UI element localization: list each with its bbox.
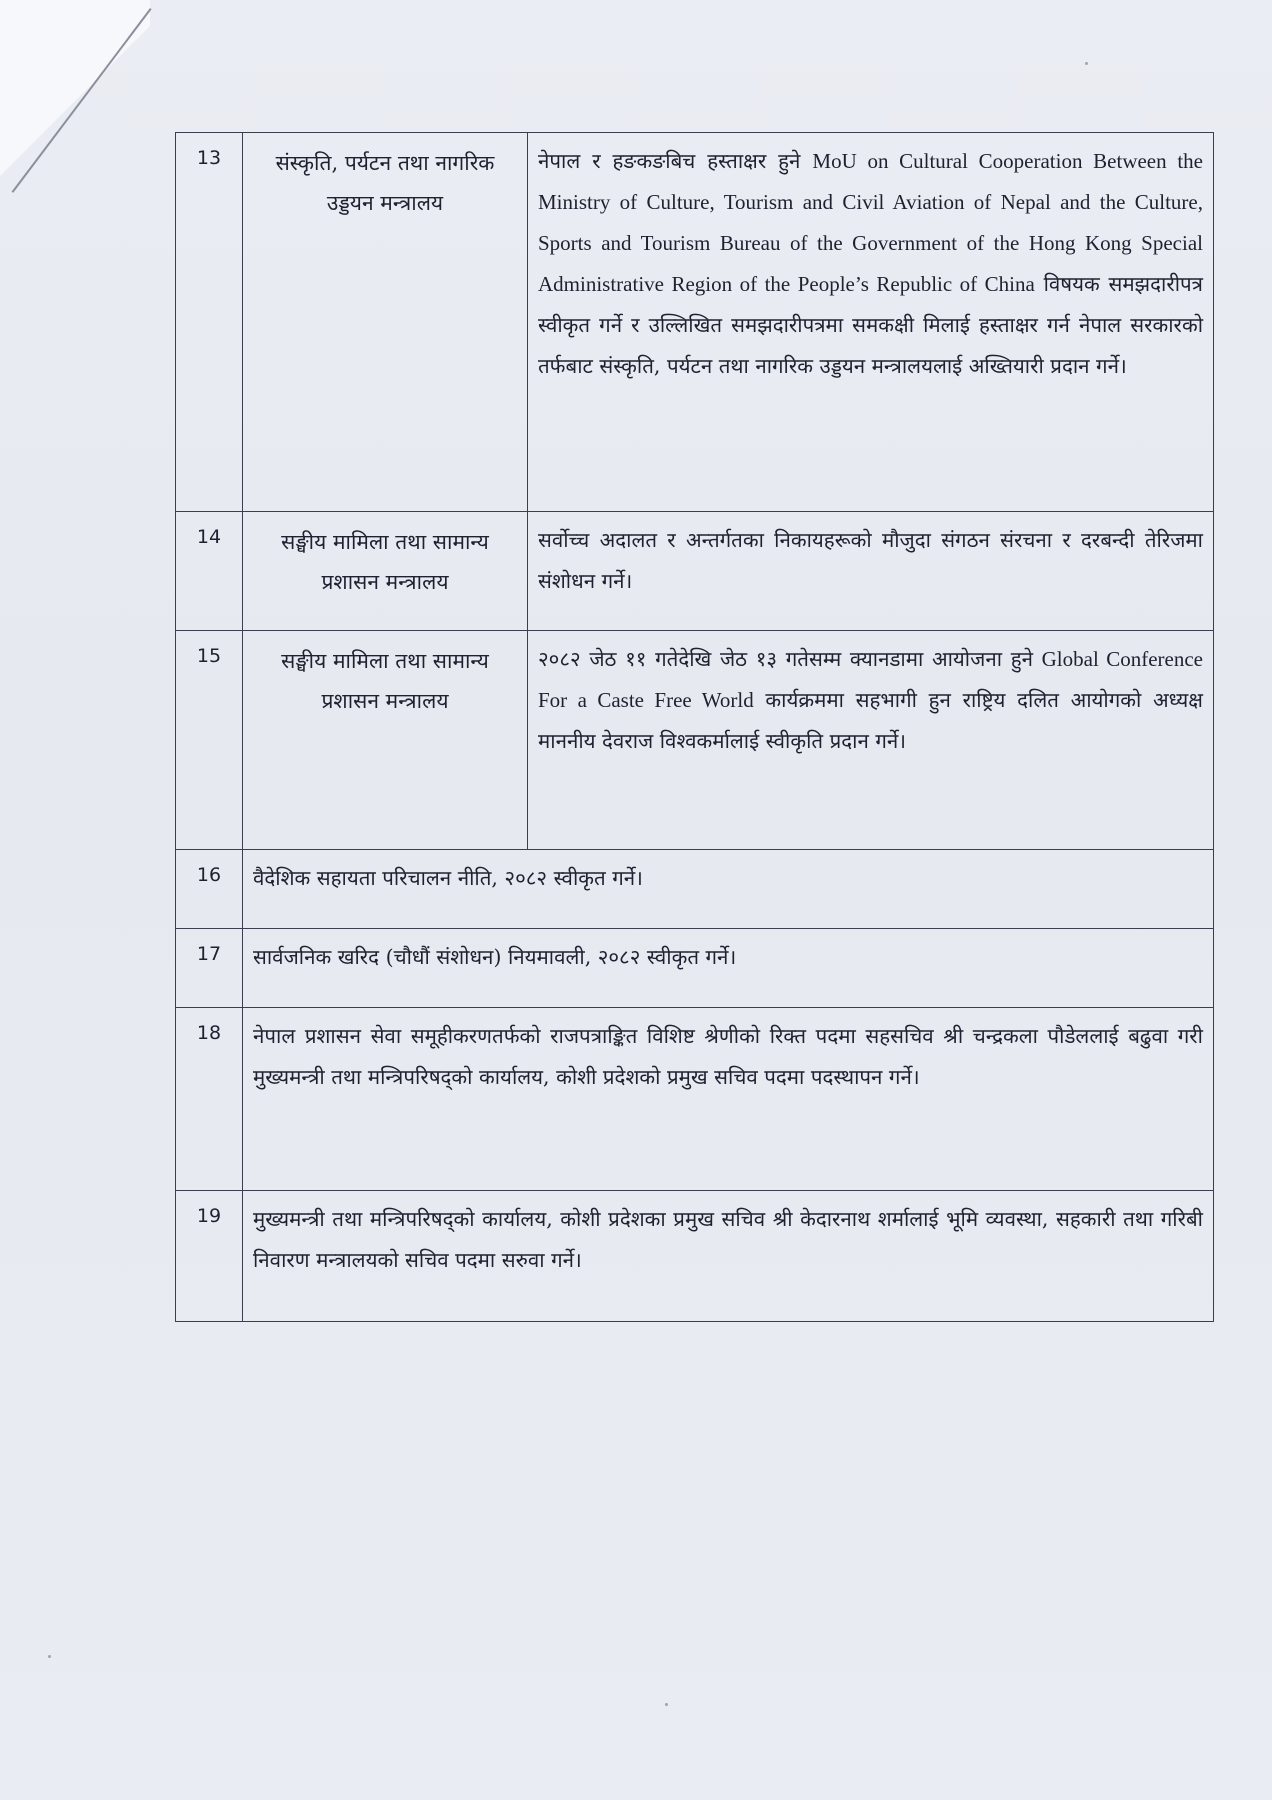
decision-cell bbox=[528, 631, 1214, 850]
table-row bbox=[176, 850, 1214, 929]
decision-english-text: Global Conference For a Caste Free World bbox=[538, 647, 1203, 712]
row-number: 14 bbox=[176, 512, 243, 631]
decision-rest: कार्यक्रममा सहभागी हुन राष्ट्रिय दलित आयोगको अध्यक्ष माननीय देवराज विश्वकर्मालाई स्वीकृति प्रदान गर्ने। bbox=[538, 688, 1203, 753]
table-row bbox=[176, 1191, 1214, 1322]
paper-speck bbox=[48, 1655, 51, 1658]
row-number: 16 bbox=[176, 850, 243, 929]
decisions-table bbox=[175, 132, 1214, 1322]
decision-intro: २०८२ जेठ ११ गतेदेखि जेठ १३ गतेसम्म क्यानडामा आयोजना हुने bbox=[538, 647, 1033, 671]
decision-english-text: MoU on Cultural Cooperation Between the Ministry of Culture, Tourism and Civil Aviation of Nepal and the Culture, Sports and Tourism Bureau of the Government of the Hong Kong Special Administrative Region of the People’s Republic of China bbox=[538, 149, 1203, 296]
row-number: 15 bbox=[176, 631, 243, 850]
folded-corner bbox=[0, 0, 150, 200]
row-number: 13 bbox=[176, 133, 243, 512]
decision-rest: विषयक समझदारीपत्र स्वीकृत गर्ने र उल्लिखित समझदारीपत्रमा समकक्षी मिलाई हस्ताक्षर गर्न नेपाल सरकारको तर्फबाट संस्कृति, पर्यटन तथा नागरिक उड्डयन मन्त्रालयलाई अख्तियारी प्रदान गर्ने। bbox=[538, 272, 1203, 378]
decision-intro: नेपाल र हङकङबिच हस्ताक्षर हुने bbox=[538, 149, 801, 173]
row-number: 17 bbox=[176, 929, 243, 1008]
decision-cell: सार्वजनिक खरिद (चौधौं संशोधन) नियमावली, २०८२ स्वीकृत गर्ने। bbox=[243, 929, 1214, 1008]
ministry-cell: संस्कृति, पर्यटन तथा नागरिक उड्डयन मन्त्रालय bbox=[243, 133, 528, 512]
decision-cell: वैदेशिक सहायता परिचालन नीति, २०८२ स्वीकृत गर्ने। bbox=[243, 850, 1214, 929]
row-number: 19 bbox=[176, 1191, 243, 1322]
table-row bbox=[176, 929, 1214, 1008]
table-row bbox=[176, 631, 1214, 850]
paper-speck bbox=[1085, 62, 1088, 65]
table-row bbox=[176, 133, 1214, 512]
table-row bbox=[176, 1008, 1214, 1191]
decision-cell bbox=[528, 133, 1214, 512]
decision-cell: मुख्यमन्त्री तथा मन्त्रिपरिषद्को कार्यालय, कोशी प्रदेशका प्रमुख सचिव श्री केदारनाथ शर्मालाई भूमि व्यवस्था, सहकारी तथा गरिबी निवारण मन्त्रालयको सचिव पदमा सरुवा गर्ने। bbox=[243, 1191, 1214, 1322]
table-row bbox=[176, 512, 1214, 631]
decision-cell: नेपाल प्रशासन सेवा समूहीकरणतर्फको राजपत्राङ्कित विशिष्ट श्रेणीको रिक्त पदमा सहसचिव श्री चन्द्रकला पौडेललाई बढुवा गरी मुख्यमन्त्री तथा मन्त्रिपरिषद्को कार्यालय, कोशी प्रदेशको प्रमुख सचिव पदमा पदस्थापन गर्ने। bbox=[243, 1008, 1214, 1191]
paper-speck bbox=[665, 1703, 668, 1706]
decision-cell: सर्वोच्च अदालत र अन्तर्गतका निकायहरूको मौजुदा संगठन संरचना र दरबन्दी तेरिजमा संशोधन गर्ने। bbox=[528, 512, 1214, 631]
row-number: 18 bbox=[176, 1008, 243, 1191]
ministry-cell: सङ्घीय मामिला तथा सामान्य प्रशासन मन्त्रालय bbox=[243, 631, 528, 850]
ministry-cell: सङ्घीय मामिला तथा सामान्य प्रशासन मन्त्रालय bbox=[243, 512, 528, 631]
